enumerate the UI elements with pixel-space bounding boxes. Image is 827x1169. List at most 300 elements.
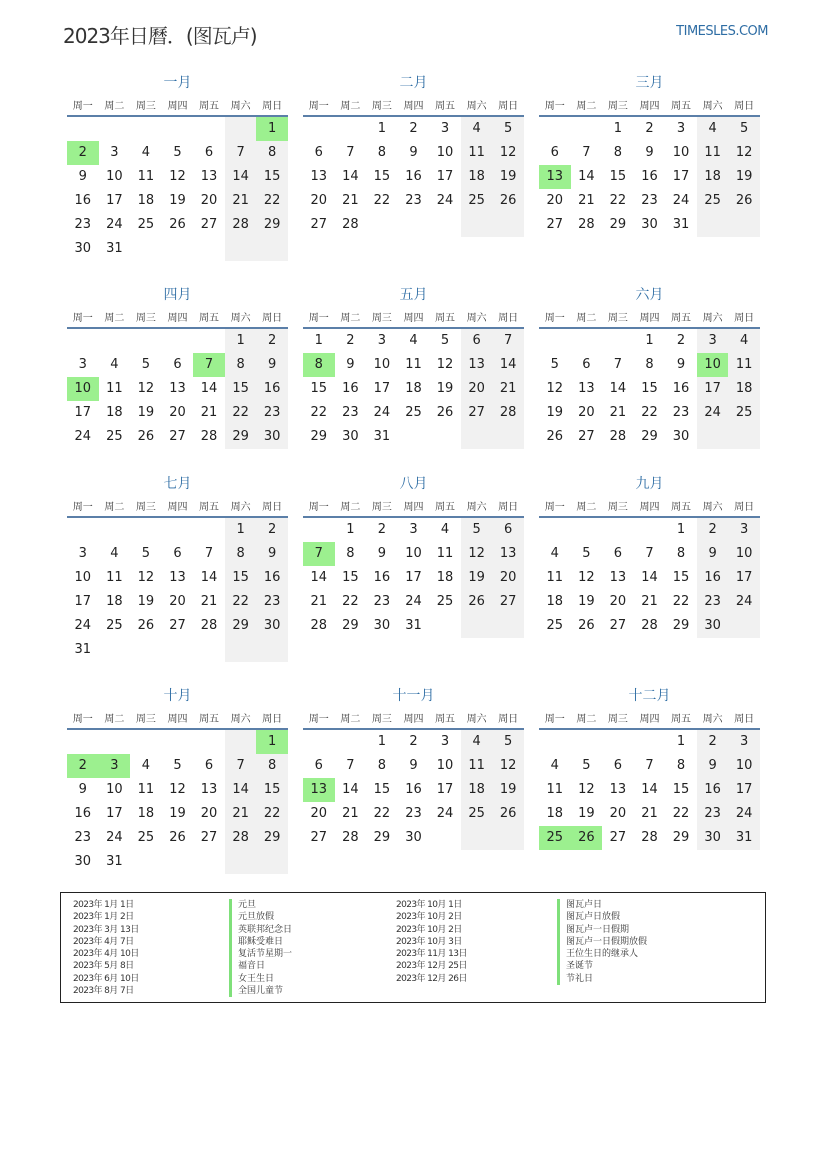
day-cell: 26 [492, 189, 524, 213]
day-cell: 4 [141, 758, 151, 773]
holiday-date: 2023年 10月 2日 [396, 912, 462, 923]
day-cell: 26 [546, 429, 564, 444]
weekday-label: 周五 [671, 100, 692, 112]
month-block [67, 474, 288, 662]
day-cell: 28 [609, 429, 627, 444]
day-cell: 3 [697, 329, 729, 353]
day-cell: 22 [609, 193, 627, 208]
empty-cell [303, 117, 335, 141]
week-row [67, 518, 288, 542]
week-row [303, 425, 524, 449]
empty-cell [193, 638, 225, 662]
week-row [303, 730, 524, 754]
holiday-name: 元旦 [229, 899, 292, 911]
empty-cell [99, 730, 131, 754]
day-cell: 6 [173, 546, 182, 561]
week-row [67, 802, 288, 826]
day-cell: 12 [169, 169, 186, 184]
day-cell: 20 [609, 594, 627, 609]
day-cell: 13 [609, 782, 627, 797]
week-row [539, 329, 760, 353]
day-cell: 1 [225, 518, 257, 542]
day-cell: 18 [461, 778, 493, 802]
weekday-label: 周二 [340, 100, 361, 112]
day-cell: 29 [310, 429, 328, 444]
day-cell: 20 [169, 405, 186, 420]
day-cell: 24 [74, 618, 92, 633]
day-cell: 16 [74, 193, 92, 208]
holiday-names-col-1 [229, 899, 292, 997]
day-cell: 17 [728, 566, 760, 590]
week-row [303, 189, 524, 213]
day-cell: 18 [137, 193, 155, 208]
day-cell: 20 [310, 193, 328, 208]
weekday-label: 周三 [135, 312, 156, 324]
holiday-name: 王位生日的继承人 [557, 948, 647, 960]
weekday-label: 周五 [199, 100, 220, 112]
day-cell: 23 [74, 830, 92, 845]
weekday-label: 周一 [544, 501, 565, 513]
day-cell: 30 [697, 826, 729, 850]
weekday-label: 周三 [371, 100, 392, 112]
weekday-label: 周五 [671, 501, 692, 513]
day-cell: 23 [697, 590, 729, 614]
day-cell: 17 [697, 377, 729, 401]
day-cell: 20 [461, 377, 493, 401]
weekday-label: 周二 [576, 100, 597, 112]
weekday-label: 周一 [308, 713, 329, 725]
day-cell: 19 [546, 405, 564, 420]
empty-cell [67, 117, 99, 141]
holiday-date: 2023年 12月 26日 [396, 973, 467, 984]
day-cell: 28 [342, 830, 359, 845]
holiday-date: 2023年 4月 10日 [73, 949, 139, 960]
day-cell: 9 [78, 169, 87, 184]
weekday-label: 周四 [403, 312, 424, 324]
day-cell: 9 [645, 145, 654, 160]
day-cell: 24 [373, 405, 391, 420]
empty-cell [193, 117, 225, 141]
day-cell: 14 [641, 570, 658, 585]
week-row [303, 141, 524, 165]
weekday-label: 周五 [435, 501, 456, 513]
holiday-date: 2023年 11月 13日 [396, 949, 467, 960]
day-cell: 21 [225, 802, 257, 826]
empty-cell [193, 329, 225, 353]
day-cell: 15 [256, 778, 288, 802]
day-cell: 28 [200, 618, 218, 633]
day-cell: 1 [256, 117, 288, 141]
day-cell: 19 [461, 566, 493, 590]
day-cell: 30 [405, 830, 422, 845]
day-cell: 16 [672, 381, 690, 396]
day-cell: 4 [461, 730, 493, 754]
weekday-label: 周日 [734, 713, 755, 725]
empty-cell [634, 730, 666, 754]
day-cell: 29 [373, 830, 391, 845]
day-cell: 18 [405, 381, 422, 396]
day-cell: 30 [256, 425, 288, 449]
day-cell: 9 [256, 353, 288, 377]
day-cell: 10 [106, 169, 123, 184]
day-cell: 31 [373, 429, 391, 444]
day-cell: 14 [578, 169, 595, 184]
day-cell: 27 [200, 217, 218, 232]
weekday-label: 周三 [607, 501, 628, 513]
month-name: 二月 [399, 75, 428, 91]
holiday-name: 福音日 [229, 960, 292, 972]
day-cell: 13 [492, 542, 524, 566]
weekday-label: 周二 [104, 312, 125, 324]
weekday-label: 周一 [308, 501, 329, 513]
day-cell: 19 [137, 405, 155, 420]
day-cell: 29 [672, 618, 690, 633]
day-cell: 8 [346, 546, 355, 561]
week-row [67, 329, 288, 353]
month-name: 八月 [399, 476, 428, 492]
day-cell: 18 [106, 594, 123, 609]
empty-cell [67, 329, 99, 353]
week-row [67, 542, 288, 566]
weekday-label: 周一 [544, 713, 565, 725]
empty-cell [67, 730, 99, 754]
weekday-header [67, 706, 288, 730]
weekday-label: 周六 [230, 312, 251, 324]
day-cell: 5 [582, 758, 591, 773]
empty-cell [366, 213, 398, 237]
day-cell: 21 [492, 377, 524, 401]
weekday-label: 周一 [72, 713, 93, 725]
month-name: 十二月 [628, 688, 671, 704]
day-cell: 29 [672, 830, 690, 845]
empty-cell [728, 425, 760, 449]
day-cell: 2 [377, 522, 387, 537]
weekday-label: 周六 [230, 100, 251, 112]
week-row [539, 542, 760, 566]
day-cell: 24 [106, 830, 123, 845]
weekday-label: 周四 [167, 501, 188, 513]
holiday-date: 2023年 10月 1日 [396, 900, 462, 910]
empty-cell [130, 518, 162, 542]
day-cell: 4 [110, 546, 119, 561]
day-cell: 20 [169, 594, 186, 609]
week-row [67, 754, 288, 778]
empty-cell [303, 730, 335, 754]
weekday-label: 周二 [576, 501, 597, 513]
day-cell: 22 [373, 193, 391, 208]
weekday-label: 周五 [199, 713, 220, 725]
week-row [67, 425, 288, 449]
weekday-label: 周日 [734, 312, 755, 324]
month-block [67, 686, 288, 874]
weekday-header [539, 305, 760, 329]
holiday-names-col-2 [557, 899, 647, 985]
day-cell: 25 [137, 217, 155, 232]
weekday-label: 周二 [104, 713, 125, 725]
day-cell: 31 [106, 854, 123, 869]
weekday-label: 周三 [607, 100, 628, 112]
day-cell: 9 [409, 758, 418, 773]
holiday-name: 女王生日 [229, 973, 292, 985]
day-cell: 2 [67, 141, 99, 165]
day-cell: 14 [342, 782, 359, 797]
month-name: 四月 [163, 287, 192, 303]
day-cell: 10 [728, 754, 760, 778]
weekday-label: 周二 [576, 713, 597, 725]
day-cell: 17 [728, 778, 760, 802]
month-name: 六月 [635, 287, 664, 303]
day-cell: 8 [676, 546, 686, 561]
day-cell: 24 [697, 401, 729, 425]
empty-cell [225, 730, 257, 754]
empty-cell [162, 237, 194, 261]
day-cell: 30 [256, 614, 288, 638]
day-cell: 1 [256, 730, 288, 754]
day-cell: 22 [672, 806, 690, 821]
empty-cell [571, 730, 603, 754]
day-cell: 5 [582, 546, 591, 561]
day-cell: 13 [310, 169, 328, 184]
month-block [67, 285, 288, 449]
holiday-name: 耶稣受难日 [229, 936, 292, 948]
empty-cell [130, 850, 162, 874]
day-cell: 11 [461, 141, 493, 165]
day-cell: 5 [173, 145, 182, 160]
day-cell: 2 [409, 121, 418, 136]
weekday-label: 周一 [544, 312, 565, 324]
week-row [303, 826, 524, 850]
day-cell: 17 [74, 405, 92, 420]
day-cell: 27 [310, 217, 328, 232]
weekday-label: 周四 [639, 713, 660, 725]
weekday-label: 周三 [371, 501, 392, 513]
day-cell: 20 [492, 566, 524, 590]
day-cell: 18 [106, 405, 123, 420]
day-cell: 17 [405, 570, 422, 585]
day-cell: 12 [578, 570, 595, 585]
day-cell: 25 [728, 401, 760, 425]
day-cell: 7 [645, 546, 654, 561]
day-cell: 6 [204, 145, 214, 160]
empty-cell [398, 425, 430, 449]
holiday-date: 2023年 1月 1日 [73, 900, 134, 910]
day-cell: 5 [141, 546, 151, 561]
day-cell: 28 [310, 618, 328, 633]
day-cell: 11 [546, 782, 564, 797]
week-row [539, 117, 760, 141]
day-cell: 26 [728, 189, 760, 213]
day-cell: 13 [461, 353, 493, 377]
empty-cell [602, 730, 634, 754]
week-row [67, 850, 288, 874]
day-cell: 14 [609, 381, 627, 396]
day-cell: 17 [74, 594, 92, 609]
day-cell: 30 [697, 614, 729, 638]
weekday-label: 周六 [702, 501, 723, 513]
week-row [67, 189, 288, 213]
weekday-label: 周二 [104, 100, 125, 112]
day-cell: 28 [641, 618, 658, 633]
empty-cell [461, 826, 493, 850]
weekday-header [303, 93, 524, 117]
empty-cell [193, 518, 225, 542]
day-cell: 26 [578, 618, 595, 633]
empty-cell [99, 518, 131, 542]
weekday-label: 周五 [199, 312, 220, 324]
day-cell: 3 [78, 546, 87, 561]
weekday-label: 周日 [262, 713, 283, 725]
weekday-label: 周四 [167, 312, 188, 324]
day-cell: 18 [137, 806, 155, 821]
page-title: 2023年日曆．(图瓦卢) [63, 24, 257, 48]
day-cell: 16 [342, 381, 359, 396]
day-cell: 24 [106, 217, 123, 232]
day-cell: 4 [141, 145, 151, 160]
week-row [67, 237, 288, 261]
empty-cell [728, 614, 760, 638]
month-name: 三月 [635, 75, 664, 91]
day-cell: 22 [256, 189, 288, 213]
empty-cell [492, 614, 524, 638]
empty-cell [225, 237, 257, 261]
day-cell: 4 [409, 333, 418, 348]
empty-cell [461, 425, 493, 449]
holiday-name: 复活节星期一 [229, 948, 292, 960]
day-cell: 24 [728, 802, 760, 826]
day-cell: 23 [74, 217, 92, 232]
week-row [303, 353, 524, 377]
week-row [303, 329, 524, 353]
month-block [303, 285, 524, 449]
day-cell: 26 [461, 590, 493, 614]
day-cell: 6 [461, 329, 493, 353]
day-cell: 4 [440, 522, 450, 537]
day-cell: 3 [409, 522, 418, 537]
week-row [303, 377, 524, 401]
empty-cell [539, 730, 571, 754]
day-cell: 3 [728, 518, 760, 542]
day-cell: 2 [409, 734, 418, 749]
month-block [303, 73, 524, 237]
day-cell: 28 [200, 429, 218, 444]
day-cell: 30 [74, 241, 92, 256]
day-cell: 23 [405, 806, 422, 821]
weekday-label: 周六 [466, 501, 487, 513]
day-cell: 6 [314, 145, 323, 160]
week-row [67, 590, 288, 614]
empty-cell [99, 117, 131, 141]
day-cell: 25 [106, 618, 123, 633]
day-cell: 23 [342, 405, 359, 420]
day-cell: 12 [492, 141, 524, 165]
day-cell: 27 [492, 590, 524, 614]
day-cell: 23 [373, 594, 391, 609]
month-name: 七月 [163, 476, 192, 492]
week-row [67, 638, 288, 662]
empty-cell [130, 638, 162, 662]
day-cell: 23 [256, 590, 288, 614]
day-cell: 1 [377, 121, 387, 136]
day-cell: 8 [645, 357, 654, 372]
day-cell: 19 [169, 806, 186, 821]
day-cell: 26 [571, 826, 603, 850]
day-cell: 8 [613, 145, 623, 160]
day-cell: 25 [697, 189, 729, 213]
day-cell: 19 [728, 165, 760, 189]
empty-cell [225, 638, 257, 662]
day-cell: 13 [539, 165, 571, 189]
holiday-name: 全国儿童节 [229, 985, 292, 997]
week-row [303, 213, 524, 237]
weekday-label: 周四 [403, 713, 424, 725]
empty-cell [303, 518, 335, 542]
day-cell: 14 [200, 570, 218, 585]
day-cell: 12 [578, 782, 595, 797]
day-cell: 7 [346, 145, 355, 160]
empty-cell [256, 237, 288, 261]
day-cell: 22 [225, 401, 257, 425]
day-cell: 18 [436, 570, 454, 585]
weekday-header [67, 494, 288, 518]
site-link[interactable]: TIMESLES.COM [676, 24, 768, 39]
week-row [539, 518, 760, 542]
day-cell: 8 [225, 542, 257, 566]
day-cell: 14 [200, 381, 218, 396]
empty-cell [256, 638, 288, 662]
empty-cell [492, 826, 524, 850]
weekday-label: 周五 [435, 312, 456, 324]
day-cell: 10 [67, 377, 99, 401]
day-cell: 19 [492, 165, 524, 189]
weekday-header [67, 305, 288, 329]
empty-cell [130, 117, 162, 141]
day-cell: 12 [137, 381, 155, 396]
day-cell: 11 [461, 754, 493, 778]
day-cell: 2 [645, 121, 654, 136]
day-cell: 30 [641, 217, 658, 232]
day-cell: 2 [256, 518, 288, 542]
weekday-label: 周二 [104, 501, 125, 513]
day-cell: 2 [676, 333, 686, 348]
day-cell: 6 [613, 758, 623, 773]
month-block [539, 686, 760, 850]
week-row [303, 754, 524, 778]
empty-cell [539, 518, 571, 542]
holiday-date: 2023年 3月 13日 [73, 924, 139, 935]
day-cell: 31 [405, 618, 422, 633]
empty-cell [571, 329, 603, 353]
day-cell: 7 [346, 758, 355, 773]
day-cell: 21 [200, 405, 218, 420]
day-cell: 7 [204, 546, 214, 561]
week-row [539, 826, 760, 850]
day-cell: 21 [342, 193, 359, 208]
day-cell: 4 [461, 117, 493, 141]
day-cell: 27 [578, 429, 595, 444]
day-cell: 11 [405, 357, 422, 372]
day-cell: 3 [110, 145, 119, 160]
weekday-label: 周一 [308, 312, 329, 324]
day-cell: 6 [613, 546, 623, 561]
empty-cell [429, 213, 461, 237]
day-cell: 13 [578, 381, 595, 396]
day-cell: 31 [728, 826, 760, 850]
day-cell: 29 [256, 213, 288, 237]
week-row [539, 754, 760, 778]
day-cell: 2 [346, 333, 355, 348]
weekday-label: 周二 [340, 312, 361, 324]
weekday-label: 周二 [576, 312, 597, 324]
